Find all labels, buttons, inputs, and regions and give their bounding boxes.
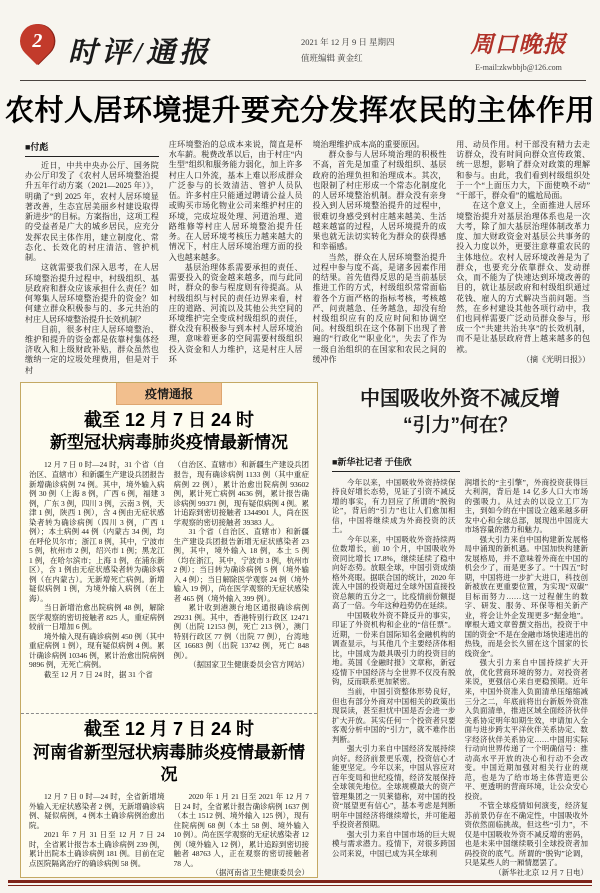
editor-line: 值班编辑 黄金红 — [301, 53, 363, 64]
author-byline: ■付彪 — [25, 140, 159, 157]
article-text: 润增长的“主引擎”，外商投资获得巨大利润，背后是 14 亿多人口大市场的强吸力。从过去的以设立工厂为主，到如今的在中国设立越来越多研发中心和全球总部，展现出中国庞大市场容量的潜力和魅力。 强大引力来自中国构建新发展格局中涌现的新机遇。中国加快构建新发展格局，并不意味着外商在中国的机会少了，而是更多了。“十四五”时期，中国将进一步扩大进口，科技创新被放在更重要位置，为实现“双碳”目标而努力……这一过程催生的数字、研发、服务、环保等相关新产业，将会让外企发现更多“掘金地”。摩根大通文章曾撰文指出，投资于中国的资金“不是在金融市场快速进出的热钱，而是会长久留在这个国家的长线资金”。 强大引力来自中国持续扩大开放，优化营商环境的努力。对投资者来说，更强信心来自更稳预期。近年来，中国外资准入负面清单压缩缩减三分之二，年底前将出台新版外资准入负面清单，推进区域全面经济伙伴关系协定明年如期生效，申请加入全面与进步跨太平洋伙伴关系协定、数字经济伙伴关系协定……中国用实际行动向世界传递了一个明确信号：推动高水平开放的决心和行动不会改变。中国近期加强对相关行业的规范，也是为了给市场主体营造更公平、更透明的营商环境，让公众安心投资。 不管全球疫情如何演变，经济复苏前景仍存在不确定性，中国吸收外资依然面临挑战，但这些“引力”，不仅是中国吸收外资不减反增的密码，也是未来中国继续吸引全球投资者加码投资的底气。所谓的“脱钩”论调，只是某些人的一厢情愿罢了。 （新华社北京 12 月 7 日电） — [464, 477, 588, 877]
fdi-article-body — [332, 478, 588, 878]
header-divider — [20, 80, 586, 81]
bulletin-column-2 — [174, 792, 310, 878]
article-text: 境治理维护成本高的重要原因。 群众参与人居环境治理的积极性不高，首先是加重了村级组织、基层政府的治理负担和治理成本。其次，也限制了村庄形成一个常态化制度化的人居环境整治机制。群众没有亲身投入到人居环境整治提升的过程中，很难切身感受到村庄越来越美、生活越来越富的过程，人居环境提升的成果也就无法切实转化为群众的获得感和幸福感。 当然，群众在人居环境整治提升过程中参与度不高，是诸多因素作用的结果。首先值得反思的是当前基层推进工作的方式，村级组织常常面临着各个方面严格的指标考核，考核越严、问责越急、任务越急，却没有给村级组织应有的反应时间和协调空间。村级组织在这个体制下出现了普遍的“行政化”“职业化”，失去了作为一级自治组织的在国家和农民之间的缓冲作 — [312, 140, 447, 364]
page-number: 2 — [32, 29, 42, 52]
bulletin-label: 疫情通报 — [116, 382, 222, 405]
footer-divider — [8, 880, 592, 886]
headline-line-1: 中国吸收外资不减反增 — [360, 388, 560, 410]
headline-line-1: 截至 12 月 7 日 24 时 — [83, 719, 255, 740]
national-bulletin-headline — [29, 409, 309, 454]
bulletin-text: 12 月 7 日 0 时—24 时，31 个省（自治区、直辖市）和新疆生产建设兵团报告新增确诊病例 74 例。其中，境外输入病例 30 例（上海 8 例，广西 6 例，福建 3 例，广东 3 例，四川 3 例，云南 3 例，天津 1 例，陕西 1 例），含 4 例由无症状感染者转为确诊病例（四川 3 例，广西 1 例）；本土病例 44 例（内蒙古 34 例，均在呼伦贝尔市；浙江 8 例，其中，宁波市 5 例，杭州市 2 例，绍兴市 1 例；黑龙江 1 例，在哈尔滨市；上海 1 例，在浦东新区），含 1 例由无症状感染者转为确诊病例（在内蒙古）。无新增死亡病例。新增疑似病例 1 例，为境外输入病例（在上海）。 当日新增治愈出院病例 48 例，解除医学观察的密切接触者 825 人，重症病例较前一日增加 6 例。 境外输入现有确诊病例 450 例（其中重症病例 1 例），现有疑似病例 4 例。累计确诊病例 10346 例，累计治愈出院病例 9896 例，无死亡病例。 截至 12 月 7 日 24 时，据 31 个省 — [29, 460, 165, 679]
publication-date: 2021 年 12 月 9 日 星期四 — [301, 37, 395, 47]
headline-line-2: “引力”何在？ — [402, 415, 517, 436]
national-bulletin-body — [29, 460, 309, 708]
main-article — [25, 140, 590, 378]
article-text: 庄环境整治的总成本来说，简直是杯水车薪。税费改革以后，由于村庄“内生型”组织和服务能力弱化，加上许多村庄人口外流，基本上难以形成群众广泛参与的长效清洁、管护人员队伍。许多村庄只能通过聘请公益人员或购买市场化物业公司来维护村庄的环境，完成垃圾处理、河道治理、道路维修等村庄人居环境整治提升任务。在人居环境考核压力越来越大的情况下，村庄人居环境治理方面的投入也越来越多。 基层治理体系需要承担的责任、需要投入的资金越来越多，而与此同时，群众的参与程度则有待提高。从村级组织与村民的责任边界来看，村庄的道路、河流以及其他公共空间的环境维护完全变成村级组织的责任，群众没有积极参与到本村人居环境治理，意味着更多的空间需要村级组织投入资金和人力维护，这是村庄人居环 — [168, 140, 303, 364]
henan-bulletin-headline — [29, 718, 309, 786]
masthead-logo: 周口晚报 — [470, 32, 567, 57]
article-text: 今年以来，中国吸收外资持续保持良好增长态势，见证了引资不减反增的事实，有力回应了所谓的“脱钩论”，背后的“引力”也让人们愈加相信，中国将继续成为外商投资的沃土。 今年以来，中国吸收外资持续两位数增长，前 10 个月，中国吸收外资同比增长 17.8%，继续延续了稳中向好态势。放眼全球，中国引资成绩格外亮眼。据联合国的统计，2020 年流入中国的投资超过全球外国直接投资总额的五分之一，比疫情前份额提高了一倍。今年这种趋势仍在延续。 中国吸收外资不降反升的事实，印证了外资机构和企业的“信任票”。近期，一份来自国际知名金融机构的调查显示，与其他几个主要经济体相比，中国成为最具吸引力的投资目的地。英国《金融时报》文章称，新冠疫情下中国经济与全世界不仅没有脱钩，反而联系更加紧密。 当前，中国引资整体形势良好，但也有部分外商对中国相关的政策出现误读，甚至担忧中国是否会进一步扩大开放。其实任何一个投资者只要客观分析中国的“引力”，就不难作出判断。 强大引力来自中国经济发展持续向好。经济前景更乐观，投资信心才能更坚定。今年以来，中国从容应对百年变局和世纪疫情，经济发展保持全球领先地位。全球规模最大的资产管理集团之一贝莱德称，对中国的投资“展望更有信心”，基本考虑是判断明年中国经济将继续增长，并可能超乎投资者预期。 强大引力来自中国市场的巨大规模与需求潜力。疫情下，对很多跨国公司来说，中国已成为其全球利 — [332, 477, 456, 858]
masthead-block — [451, 26, 586, 72]
dashed-divider — [21, 713, 317, 714]
article-text: 用、动员作用。村干部没有精力去走访群众，没有时间向群众宣传政策、统一思想，影响了群众对政策的理解和参与。由此，我们看到村级组织处于一个“上面压力大，下面使唤不动”“干部干，群众看”的尴尬局面。 在这个意义上，全面推进人居环境整治提升对基层治理体系也是一次大考，除了加大基层治理体制改革力度、加大财政资金对基层公共事务的投入力度以外，更要注意尊重农民的主体地位。农村人居环境改善是为了群众，也要充分依靠群众、发动群众，而不能为了快速达到环境改善的目的，就让基层政府和村级组织通过花钱、雇人的方式解决当前问题。当然，在乡村建设其他各项行动中，我们也同样需要广泛动员群众参与，形成一个“共建共治共享”的长效机制，而不是让基层政府背上越来越多的包袱。 （摘《光明日报》） — [456, 140, 590, 364]
headline-line-1: 截至 12 月 7 日 24 时 — [83, 410, 255, 430]
page-number-pin-icon — [13, 17, 61, 65]
epidemic-bulletin-box — [20, 382, 318, 878]
reporter-byline: ■新华社记者 于佳欣 — [332, 455, 460, 472]
main-headline: 农村人居环境提升要充分发挥农民的主体作用 — [4, 95, 595, 127]
page-header — [20, 22, 586, 78]
bulletin-column-1 — [29, 460, 165, 708]
article-column-3 — [313, 140, 447, 378]
bulletin-text: 12 月 7 日 0 时—24 时，全省新增境外输入无症状感染者 2 例，无新增确诊病例、疑似病例，4 例本土确诊病例治愈出院。 2021 年 7 月 31 日至 12 月 7 日 24 时，全省累计报告本土确诊病例 239 例，累计出院本土确诊病例 181 例。目前在定点医院隔离治疗的确诊病例 58 例。 — [29, 792, 165, 868]
article-column-1 — [25, 140, 159, 378]
headline-line-2: 河南省新型冠状病毒肺炎疫情最新情况 — [33, 742, 305, 784]
henan-bulletin-body — [29, 792, 309, 878]
bulletin-column-2 — [174, 460, 310, 708]
article-column-2 — [169, 140, 303, 378]
bottom-section — [20, 382, 588, 878]
bulletin-text: （自治区、直辖市）和新疆生产建设兵团报告，现有确诊病例 1133 例（其中重症病例 22 例），累计治愈出院病例 93602 例，累计死亡病例 4636 例，累计报告确诊病例 99371 例，现有疑似病例 4 例。累计追踪到密切接触者 1344901 人，尚在医学观察的密切接触者 39383 人。 31 个省（自治区、直辖市）和新疆生产建设兵团报告新增无症状感染者 23 例，其中，境外输入 18 例，本土 5 例（均在浙江，其中，宁波市 3 例，杭州市 2 例）；当日转为确诊病例 5 例（境外输入 4 例）；当日解除医学观察 24 例（境外输入 19 例），尚在医学观察的无症状感染者 465 例（境外输入 399 例）。 累计收到港澳台地区通报确诊病例 29231 例。其中，香港特别行政区 12471 例（出院 12153 例，死亡 213 例），澳门特别行政区 77 例（出院 77 例），台湾地区 16683 例（出院 13742 例，死亡 848 例）。 （据国家卫生健康委员会官方网站） — [173, 460, 309, 670]
fdi-column-1 — [332, 478, 456, 878]
bulletin-text: 2020 年 1 月 21 日至 2021 年 12 月 7 日 24 时，全省累计报告确诊病例 1637 例（本土 1512 例、境外输入 125 例），现有住院病例 68 例（本土 58 例、境外输入 10 例）。尚在医学观察的无症状感染者 12 例（境外输入 12 例），累计追踪到密切接触者 48763 人，正在观察的密切接触者 78 人。 （据河南省卫生健康委员会） — [173, 792, 309, 878]
email-line: E-mail:zkwbbjb@126.com — [475, 63, 562, 72]
fdi-column-2 — [465, 478, 589, 878]
headline-line-2: 新型冠状病毒肺炎疫情最新情况 — [50, 433, 288, 453]
article-text: 近日，中共中央办公厅、国务院办公厅印发了《农村人居环境整治提升五年行动方案（2021—2025 年）》，明确了“到 2025 年，农村人居环境显著改善，生态宜居美丽乡村建设取得新进步”的目标。方案指出，这项工程的受益者是广大的城乡居民，应充分发挥农民主体作用，建立制度化、常态化、长效化的村庄清洁、管护机制。 这就需要我们深入思考，在人居环境整治提升过程中，村级组织、基层政府和群众应该承担什么责任？如何筹集人居环境整治提升的资金？如何建立群众积极参与的、多元共治的村庄人居环境整治提升长效机制？ 目前，很多村庄人居环境整治、维护和提升的资金都是依靠村集体经济收入和上级财政补贴，群众虽然也缴纳一定的垃圾处理费用，但是对于村 — [25, 161, 159, 375]
section-title: 时评/通报 — [68, 37, 213, 69]
bulletin-column-1 — [29, 792, 165, 878]
article-column-4 — [456, 140, 590, 378]
fdi-article — [332, 382, 588, 878]
issue-info — [301, 34, 451, 66]
fdi-headline — [332, 386, 588, 439]
